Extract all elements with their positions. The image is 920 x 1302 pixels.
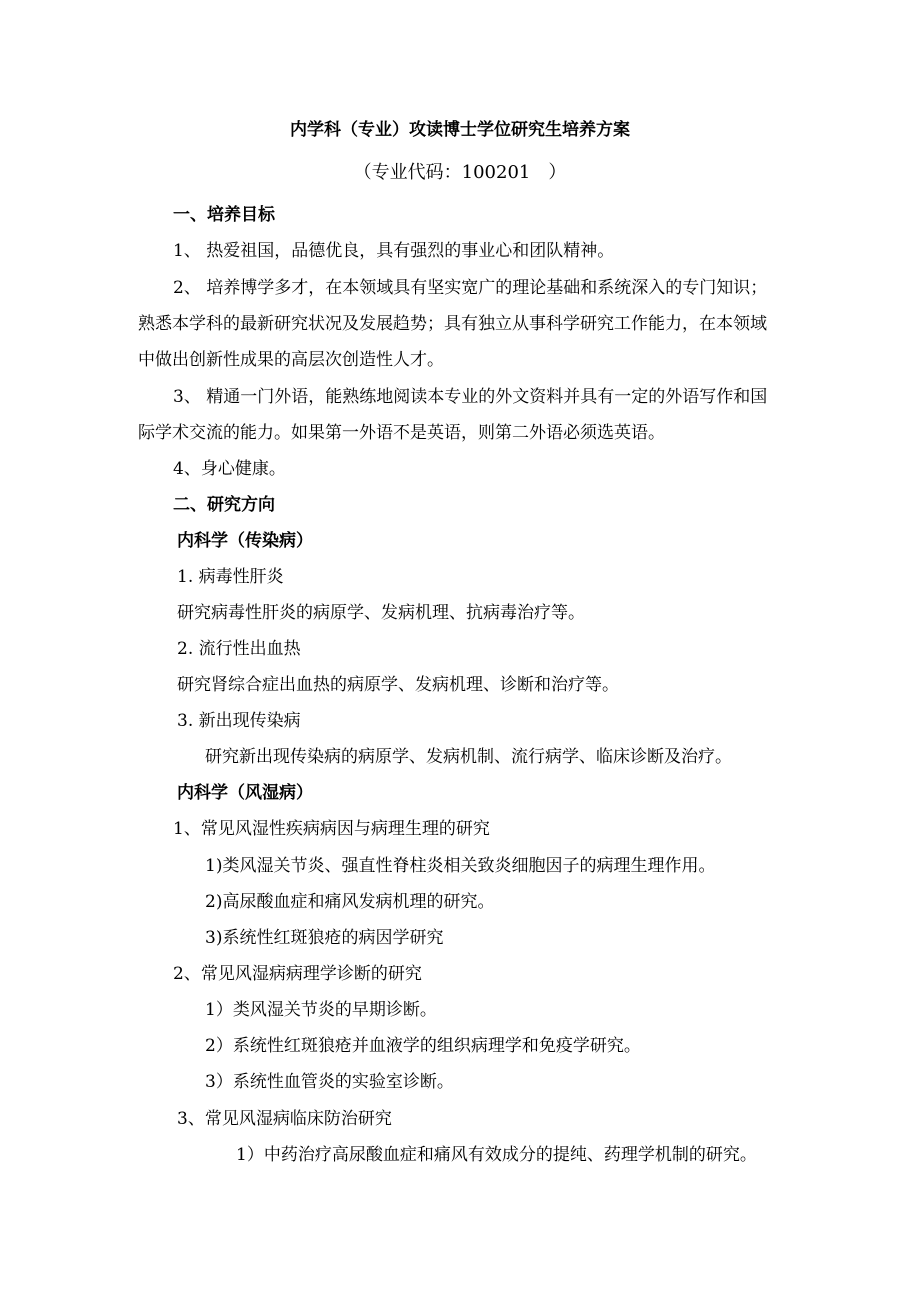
goal-item-3-line-1: 3、 精通一门外语，能熟练地阅读本专业的外文资料并具有一定的外语写作和国 [173,387,768,407]
goal-item-3-line-2: 际学术交流的能力。如果第一外语不是英语，则第二外语必须选英语。 [138,423,665,443]
rheum-topic-1: 1、常见风湿性疾病病因与病理生理的研究 [173,819,490,839]
rheum-topic-3: 3、常见风湿病临床防治研究 [177,1109,392,1129]
section-heading-goals: 一、培养目标 [173,205,275,225]
rheum-topic-1-item-2: 2)高尿酸血症和痛风发病机理的研究。 [205,892,495,912]
rheum-topic-1-item-1: 1)类风湿关节炎、强直性脊柱炎相关致炎细胞因子的病理生理作用。 [205,856,716,876]
direction-item-1-desc: 研究病毒性肝炎的病原学、发病机理、抗病毒治疗等。 [177,603,585,623]
rheum-topic-3-item-1: 1）中药治疗高尿酸血症和痛风有效成分的提纯、药理学机制的研究。 [236,1145,757,1165]
direction-item-2-desc: 研究肾综合症出血热的病原学、发病机理、诊断和治疗等。 [177,675,619,695]
rheum-topic-2-item-2: 2）系统性红斑狼疮并血液学的组织病理学和免疫学研究。 [205,1036,641,1056]
goal-item-2-line-2: 熟悉本学科的最新研究状况及发展趋势；具有独立从事科学研究工作能力，在本领域 [138,314,767,334]
rheum-topic-2-item-1: 1）类风湿关节炎的早期诊断。 [205,1000,437,1020]
major-code: （专业代码：100201 ） [353,162,567,183]
goal-item-2-line-3: 中做出创新性成果的高层次创造性人才。 [138,350,444,370]
direction-item-1: 1. 病毒性肝炎 [177,567,284,587]
section-heading-directions: 二、研究方向 [173,495,275,515]
rheum-topic-2-item-3: 3）系统性血管炎的实验室诊断。 [205,1072,454,1092]
goal-item-1: 1、 热爱祖国，品德优良，具有强烈的事业心和团队精神。 [173,241,615,261]
rheum-topic-2: 2、常见风湿病病理学诊断的研究 [173,964,422,984]
goal-item-2-line-1: 2、 培养博学多才，在本领域具有坚实宽广的理论基础和系统深入的专门知识； [173,278,768,298]
direction-item-3-desc: 研究新出现传染病的病原学、发病机制、流行病学、临床诊断及治疗。 [205,747,732,767]
document-title: 内学科（专业）攻读博士学位研究生培养方案 [290,120,630,140]
subsection-heading-rheumatism: 内科学（风湿病） [177,783,313,803]
subsection-heading-infectious: 内科学（传染病） [177,531,313,551]
direction-item-2: 2. 流行性出血热 [177,639,301,659]
rheum-topic-1-item-3: 3)系统性红斑狼疮的病因学研究 [205,928,444,948]
direction-item-3: 3. 新出现传染病 [177,711,301,731]
goal-item-4: 4、身心健康。 [173,459,286,479]
